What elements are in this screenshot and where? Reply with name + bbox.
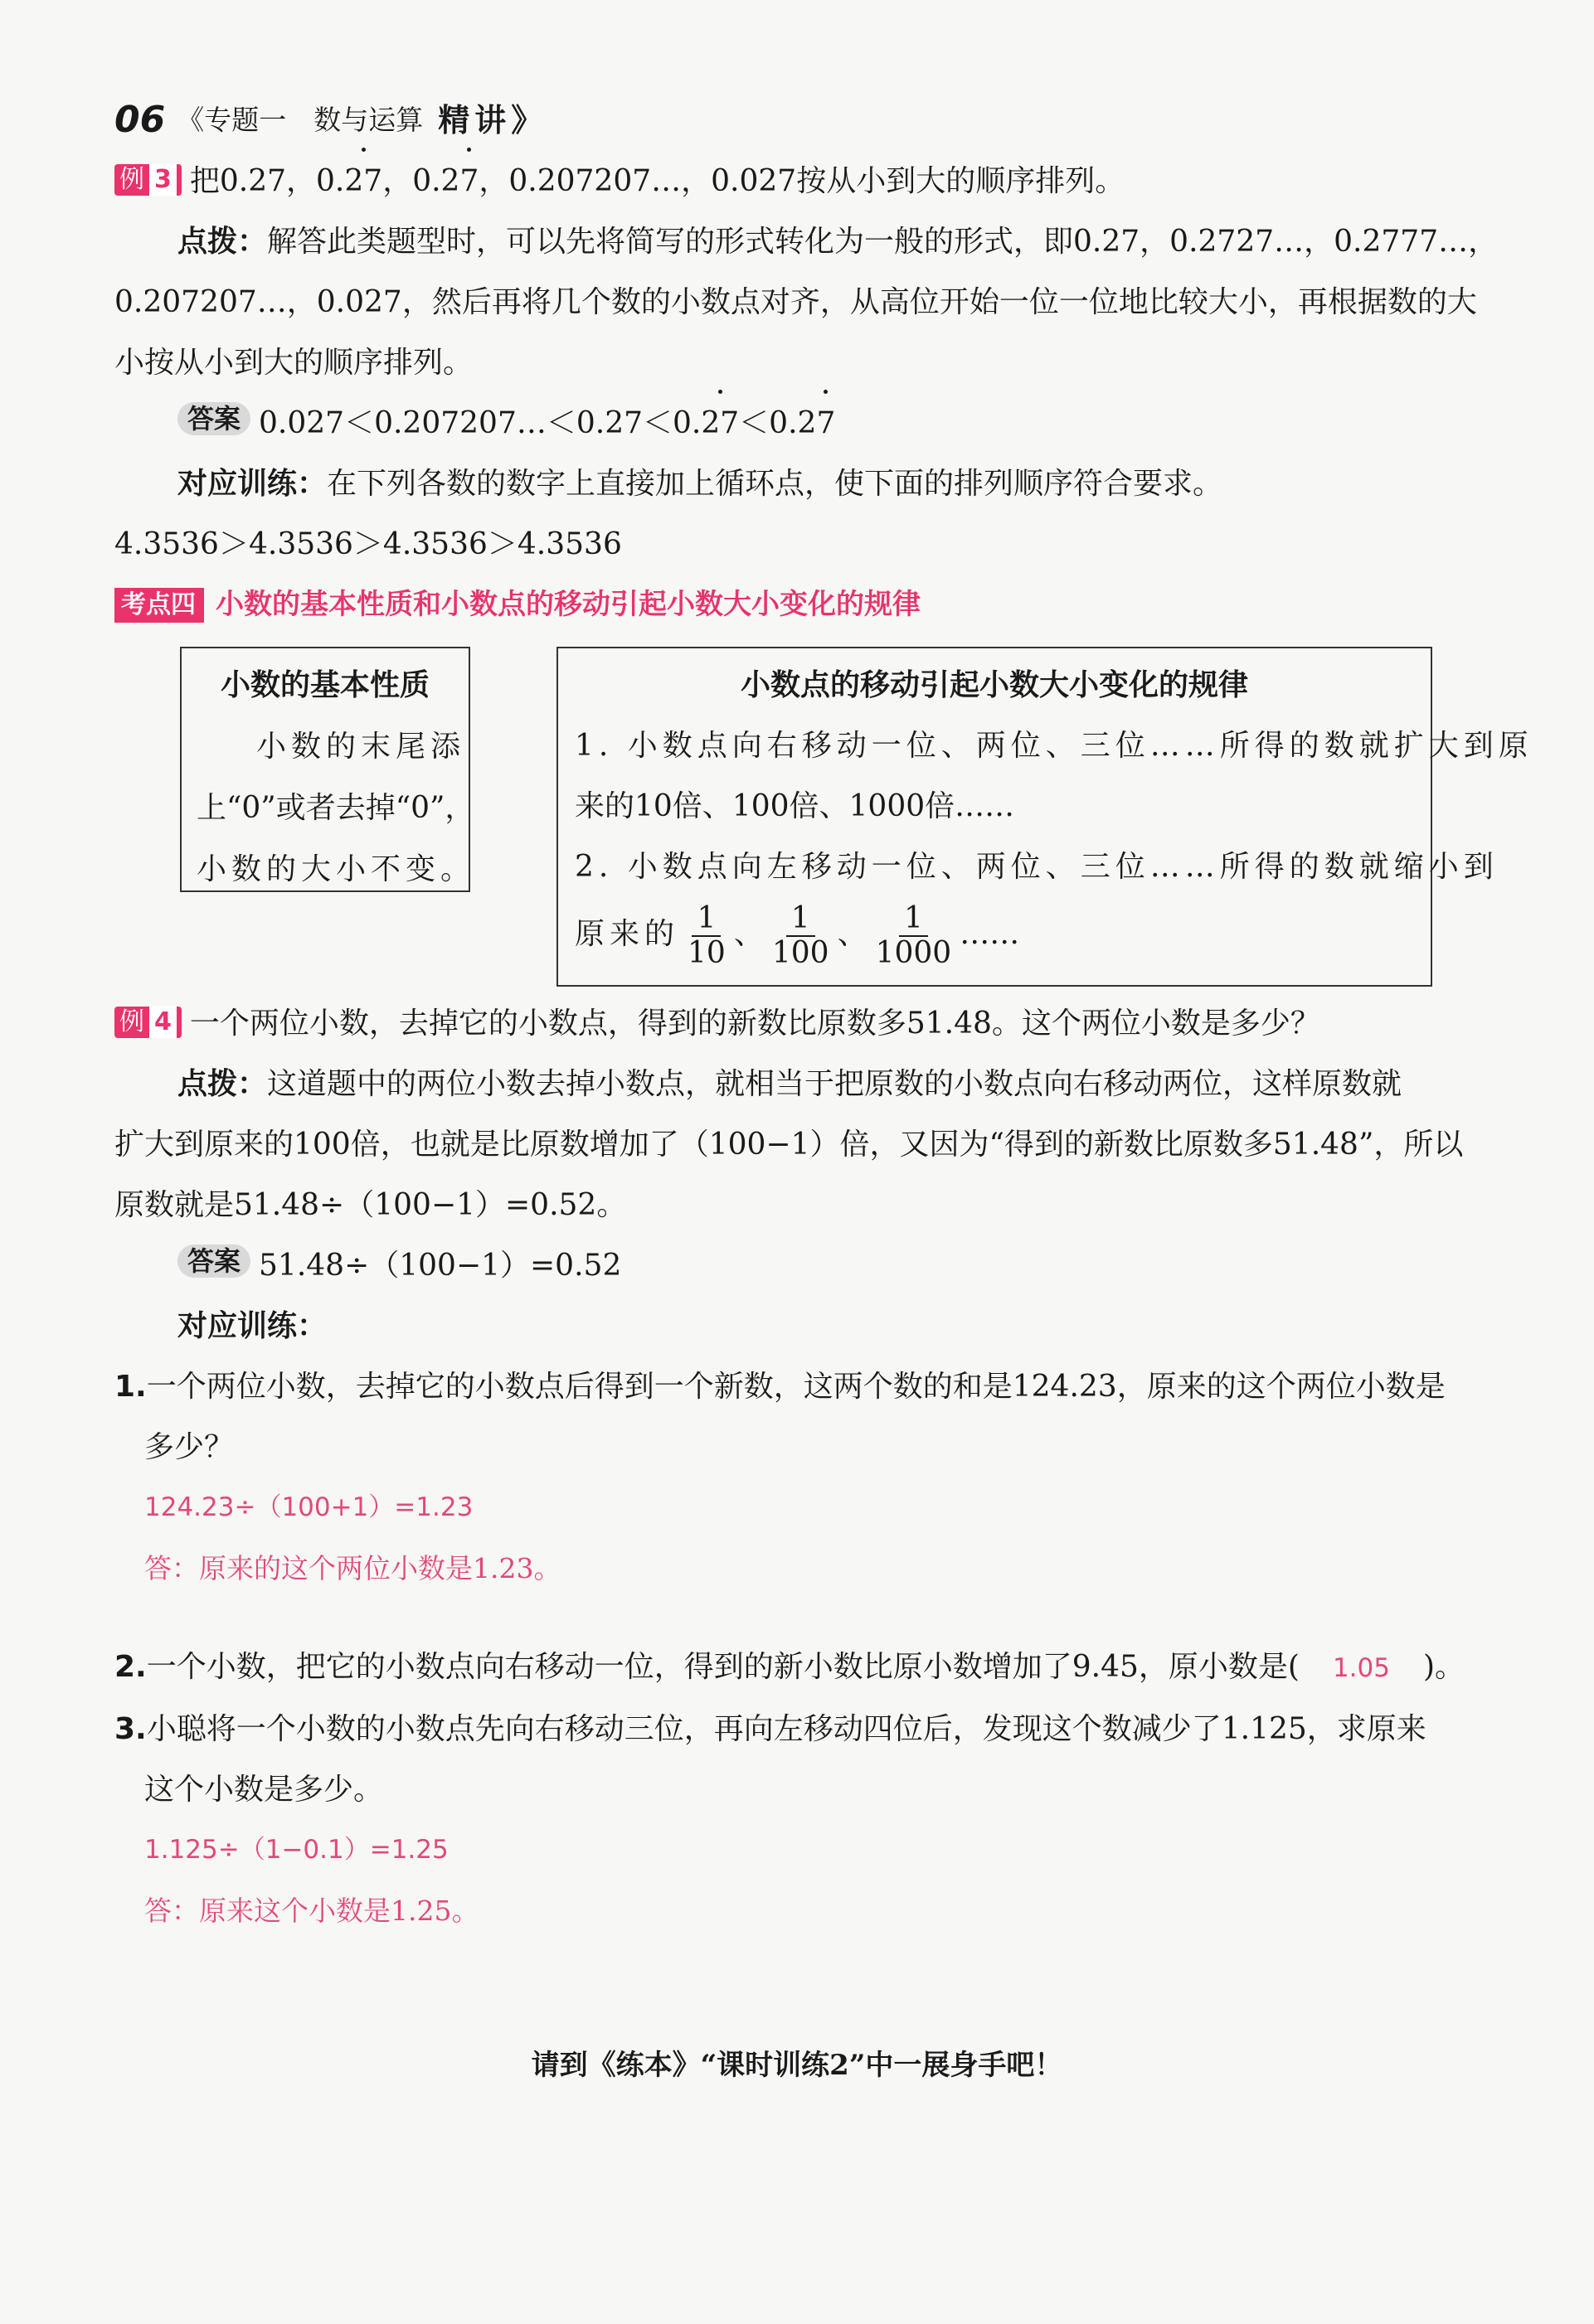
question-2-answer: 1.05 [1332,1653,1390,1683]
rule-line-fractions: 原来的 $\frac{1}{10}$ 、 $\frac{1}{100}$ 、 $\frac{1}{1000}$ …… [575,901,1020,970]
training-sequence: 4.3536＞4.3536＞4.3536＞4.3536 [114,527,622,561]
key-point-4 [114,575,1503,635]
fraction: $\frac{1}{10}$ [688,901,726,970]
rule-line: 1. 小数点向右移动一位、两位、三位……所得的数就扩大到原 [575,729,1533,763]
example-3-training: 对应训练：在下列各数的数字上直接加上循环点，使下面的排列顺序符合要求。 [177,467,1223,501]
question-1-work: 124.23÷（100+1）=1.23 [144,1492,474,1522]
footer-prompt: 请到《练本》“课时训练2”中一展身手吧！ [531,2049,1063,2082]
example-4-training-label: 对应训练： [177,1309,328,1343]
question-3-line2: 这个小数是多少。 [144,1773,384,1807]
question-3-work: 1.125÷（1−0.1）=1.25 [144,1835,449,1865]
topic-title: 《专题一 数与运算 [177,104,424,136]
repeating-digit: 27 [344,151,382,211]
rule-box [556,647,1533,987]
fraction: $\frac{1}{100}$ [771,901,829,970]
brand-title: 精讲》 [438,101,548,138]
rule-line: 来的10倍、100倍、1000倍…… [575,789,1015,823]
example-4-hint: 点拨：这道题中的两位小数去掉小数点，就相当于把原数的小数点向右移动两位，这样原数就 [177,1067,1402,1101]
key-point-boxes [114,635,1533,993]
example-4-answer: 答案 51.48÷（100−1）=0.52 [114,1235,1503,1296]
example-4-question: 例 4 一个两位小数，去掉它的小数点，得到的新数比原数多51.48。这个两位小数是多少？ [114,993,1503,1054]
rule-box-title: 小数点的移动引起小数大小变化的规律 [740,668,1248,702]
example-3-hint-line3: 小按从小到大的顺序排列。 [114,346,474,380]
example-3-hint-line2: 0.207207…，0.027，然后再将几个数的小数点对齐，从高位开始一位一位地比较大小，再根据数的大 [114,285,1477,319]
example-4-hint-line3: 原数就是51.48÷（100−1）=0.52。 [114,1188,627,1222]
fraction: $\frac{1}{1000}$ [875,901,952,970]
question-1-line2: 多少？ [144,1430,235,1464]
page-number: 06 [114,99,166,141]
property-box [180,647,476,892]
example-3-answer: 答案 0.027＜0.207207…＜0.27＜0.27＜0.27 [114,393,1503,454]
answer-badge: 答案 [177,1244,250,1278]
property-line: 小数的大小不变。 [197,852,476,886]
example-badge: 例 4 [114,1007,182,1038]
key-point-badge: 考点四 [114,588,204,623]
answer-badge: 答案 [177,402,250,435]
property-box-title: 小数的基本性质 [220,668,430,702]
key-point-title: 小数的基本性质和小数点的移动引起小数大小变化的规律 [216,588,921,621]
repeating-digit: 27 [701,393,739,454]
repeating-digit: 7 [459,151,479,211]
example-4-hint-line2: 扩大到原来的100倍，也就是比原数增加了（100−1）倍，又因为“得到的新数比原数多51.48”，所以 [114,1128,1464,1162]
property-line: 上“0”或者去掉“0”， [197,791,475,825]
question-3: 3.小聪将一个小数的小数点先向右移动三位，再向左移动四位后，发现这个数减少了1.125，求原来 [114,1712,1426,1746]
example-badge: 例 3 [114,164,182,196]
repeating-digit: 7 [816,393,835,454]
property-line: 小数的末尾添 [256,730,466,764]
example-3-question: 例 3 把0.27，0.27，0.27，0.207207…，0.027按从小到大的顺序排列。 [114,151,1503,211]
rule-line: 2. 小数点向左移动一位、两位、三位……所得的数就缩小到 [575,850,1499,884]
question-1: 1.一个两位小数，去掉它的小数点后得到一个新数，这两个数的和是124.23，原来的这个两位小数是 [114,1370,1446,1404]
question-3-answer: 答：原来这个小数是1.25。 [144,1895,479,1927]
question-1-answer: 答：原来的这个两位小数是1.23。 [144,1552,561,1584]
example-3-hint: 点拨：解答此类题型时，可以先将简写的形式转化为一般的形式，即0.27，0.2727…，0.2777…， [177,225,1499,259]
page-header [114,90,1503,151]
question-2: 2.一个小数，把它的小数点向右移动一位，得到的新小数比原小数增加了9.45，原小数是( 1.05 )。 [114,1650,1465,1684]
